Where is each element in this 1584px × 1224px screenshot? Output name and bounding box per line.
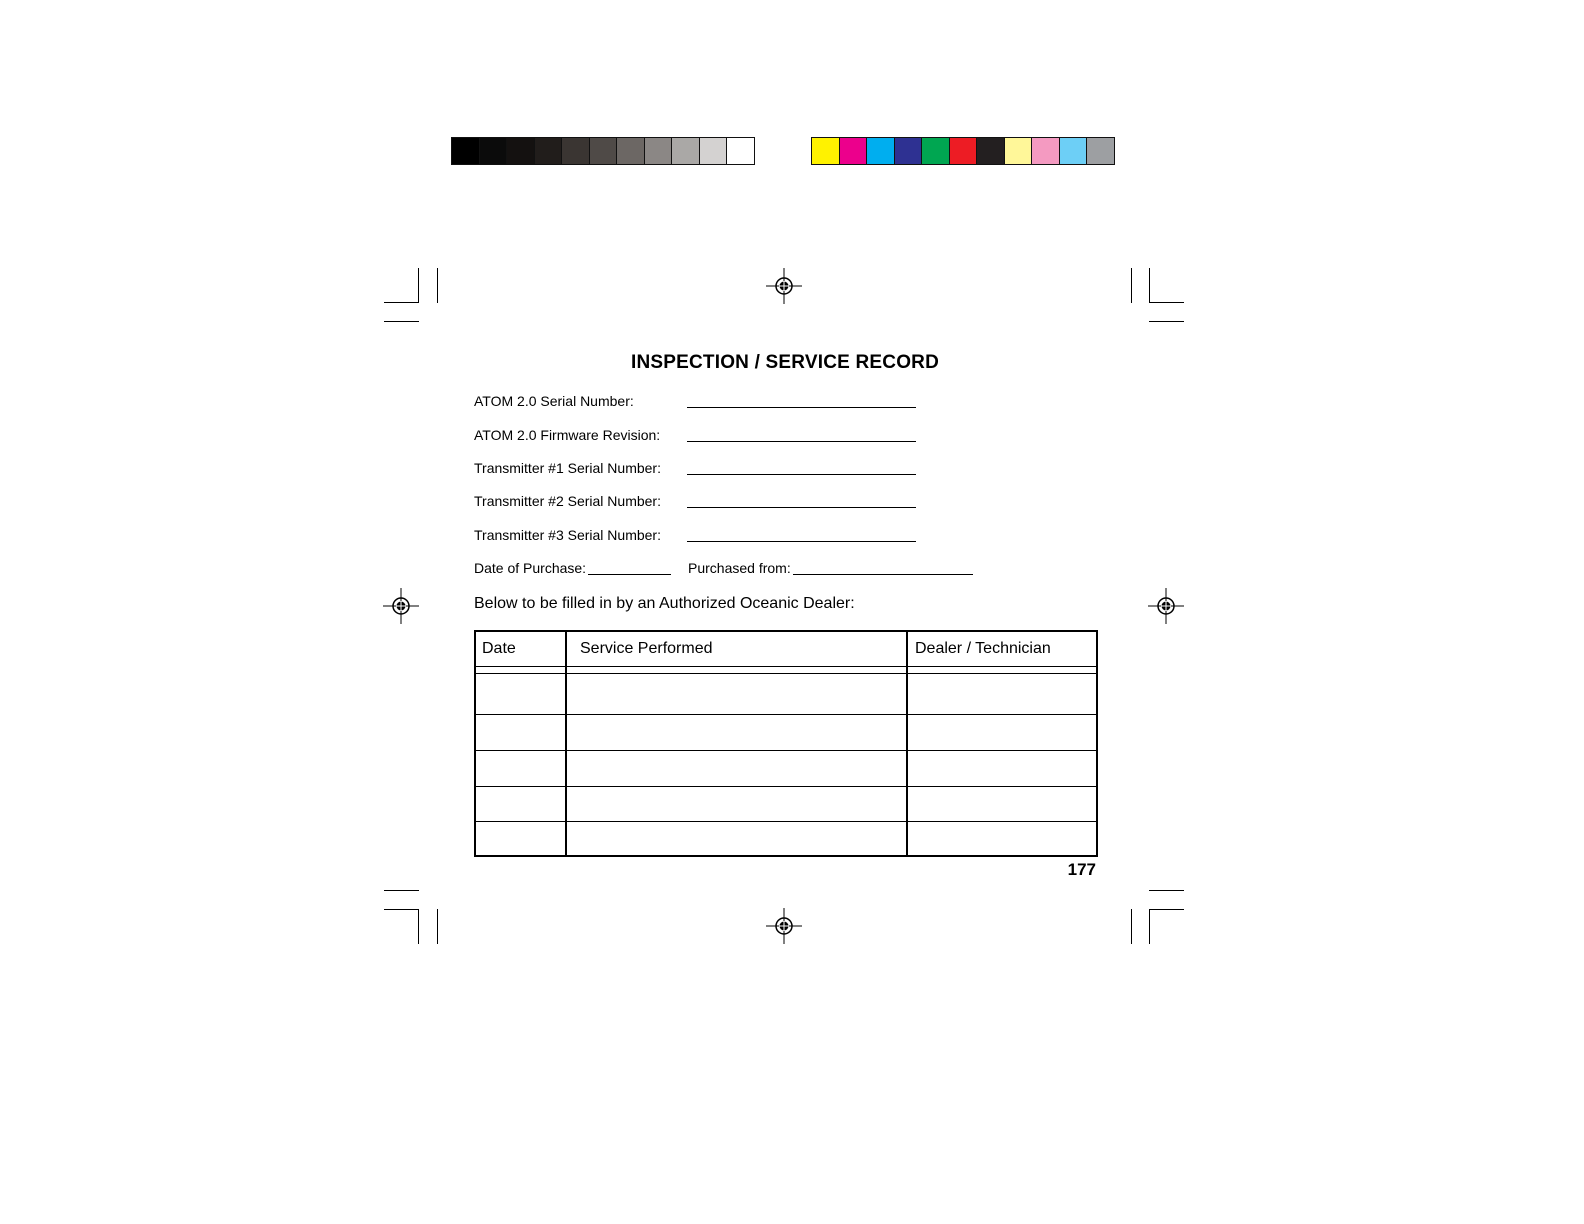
serial-number-label: ATOM 2.0 Serial Number: xyxy=(474,393,634,409)
color-swatch xyxy=(895,138,923,164)
page-number: 177 xyxy=(1067,860,1096,879)
color-swatch xyxy=(1060,138,1088,164)
header-rule xyxy=(476,666,1096,667)
registration-mark-icon xyxy=(1148,588,1184,624)
registration-mark-icon xyxy=(766,908,802,944)
color-calibration-bar xyxy=(811,137,1115,165)
table-row-divider xyxy=(476,786,1096,787)
crop-mark xyxy=(384,909,419,910)
color-swatch xyxy=(590,138,618,164)
table-row-divider xyxy=(476,750,1096,751)
color-swatch xyxy=(452,138,480,164)
header-rule xyxy=(476,673,1096,674)
firmware-revision-field[interactable] xyxy=(687,441,916,442)
transmitter-1-label: Transmitter #1 Serial Number: xyxy=(474,460,661,476)
crop-mark xyxy=(1149,268,1150,303)
transmitter-3-field[interactable] xyxy=(687,541,916,542)
crop-mark xyxy=(1149,909,1184,910)
color-swatch xyxy=(867,138,895,164)
transmitter-2-label: Transmitter #2 Serial Number: xyxy=(474,493,661,509)
crop-mark xyxy=(1131,268,1132,303)
color-swatch xyxy=(700,138,728,164)
table-row-divider xyxy=(476,714,1096,715)
color-swatch xyxy=(922,138,950,164)
serial-number-field[interactable] xyxy=(687,407,916,408)
color-swatch xyxy=(562,138,590,164)
grayscale-calibration-bar xyxy=(451,137,755,165)
crop-mark xyxy=(1149,890,1184,891)
purchased-from-label: Purchased from: xyxy=(688,560,791,576)
registration-mark-icon xyxy=(766,268,802,304)
crop-mark xyxy=(1149,909,1150,944)
page-title: INSPECTION / SERVICE RECORD xyxy=(630,352,940,373)
color-swatch xyxy=(727,138,754,164)
color-swatch xyxy=(977,138,1005,164)
color-swatch xyxy=(535,138,563,164)
crop-mark xyxy=(1149,321,1184,322)
crop-mark xyxy=(1131,909,1132,944)
color-swatch xyxy=(1032,138,1060,164)
transmitter-2-field[interactable] xyxy=(687,507,916,508)
color-swatch xyxy=(950,138,978,164)
firmware-revision-label: ATOM 2.0 Firmware Revision: xyxy=(474,427,661,443)
date-of-purchase-field[interactable] xyxy=(588,574,671,575)
color-swatch xyxy=(507,138,535,164)
transmitter-3-label: Transmitter #3 Serial Number: xyxy=(474,527,661,543)
column-header-service: Service Performed xyxy=(580,640,713,657)
color-swatch xyxy=(480,138,508,164)
crop-mark xyxy=(418,268,419,303)
registration-mark-icon xyxy=(383,588,419,624)
color-swatch xyxy=(1087,138,1114,164)
dealer-instructions: Below to be filled in by an Authorized Oceanic Dealer: xyxy=(474,595,855,612)
crop-mark xyxy=(384,302,419,303)
table-row-divider xyxy=(476,821,1096,822)
service-record-table xyxy=(474,630,1098,857)
crop-mark xyxy=(437,268,438,303)
color-swatch xyxy=(1005,138,1033,164)
crop-mark xyxy=(437,909,438,944)
color-swatch xyxy=(617,138,645,164)
color-swatch xyxy=(645,138,673,164)
crop-mark xyxy=(384,321,419,322)
color-swatch xyxy=(672,138,700,164)
date-of-purchase-label: Date of Purchase: xyxy=(474,560,587,576)
crop-mark xyxy=(384,890,419,891)
crop-mark xyxy=(418,909,419,944)
column-header-date: Date xyxy=(482,640,516,657)
color-swatch xyxy=(812,138,840,164)
transmitter-1-field[interactable] xyxy=(687,474,916,475)
crop-mark xyxy=(1149,302,1184,303)
color-swatch xyxy=(840,138,868,164)
column-header-dealer: Dealer / Technician xyxy=(915,640,1051,657)
purchased-from-field[interactable] xyxy=(793,574,973,575)
